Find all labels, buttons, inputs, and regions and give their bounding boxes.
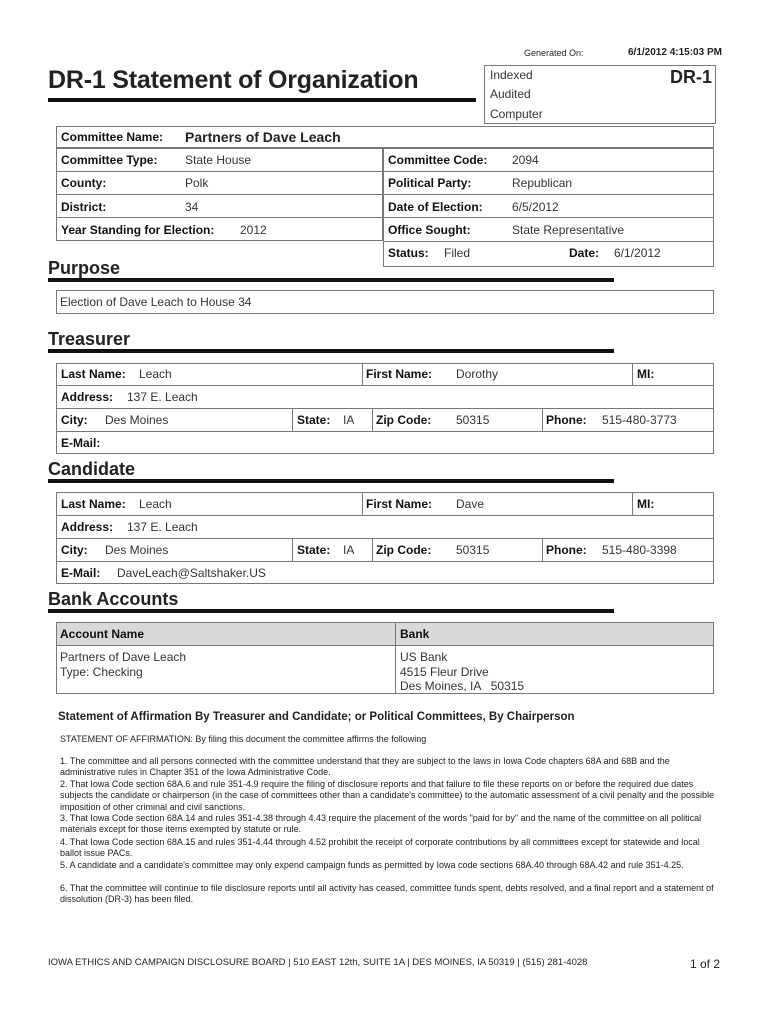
status-indexed: Indexed — [490, 68, 533, 82]
treasurer-address: 137 E. Leach — [127, 390, 198, 404]
bank-city: Des Moines, IA 50315 — [400, 679, 525, 693]
candidate-phone: 515-480-3398 — [602, 543, 677, 557]
candidate-address-label: Address: — [61, 520, 114, 534]
political-party-label: Political Party: — [388, 176, 472, 190]
affirmation-item-2: 2. That Iowa Code section 68A.6 and rule 351-4.9 require the filing of disclosure reports and that failure to file these reports on or before the required due dates subjects the candidate or chairperson (in the case of committees other than a candidate's committee) to the automatic assessment of a civil penalty and the possible imposition of other criminal and civil sanctions. — [60, 779, 715, 812]
affirmation-item-5: 5. A candidate and a candidate's committee may only expend campaign funds as permitted by Iowa code sections 68A.40 through 68A.42 and rule 351-4.25. — [60, 860, 684, 870]
office-sought-label: Office Sought: — [388, 223, 471, 237]
treasurer-address-label: Address: — [61, 390, 114, 404]
bank-underline — [48, 609, 614, 613]
committee-code: 2094 — [512, 153, 539, 167]
bank-street: 4515 Fleur Drive — [400, 665, 489, 679]
status-computer: Computer — [490, 107, 543, 121]
treasurer-heading: Treasurer — [48, 329, 131, 349]
county: Polk — [185, 176, 209, 190]
year-standing: 2012 — [240, 223, 267, 237]
treasurer-mi-label: MI: — [637, 367, 655, 381]
affirmation-heading: Statement of Affirmation By Treasurer and Candidate; or Political Committees, By Chairperson — [58, 711, 575, 723]
treasurer-phone-label: Phone: — [546, 413, 587, 427]
candidate-zip: 50315 — [456, 543, 490, 557]
generated-on-label: Generated On: — [524, 48, 584, 58]
treasurer-email-label: E-Mail: — [61, 436, 101, 450]
affirmation-item-3: 3. That Iowa Code section 68A.14 and rules 351-4.38 through 4.43 require the placement of the words "paid for by" and the name of the committee on all political materials except for those items exempted by statute or rule. — [60, 813, 702, 835]
treasurer-first-name-label: First Name: — [366, 367, 433, 381]
candidate-last-name-label: Last Name: — [61, 497, 126, 511]
bank-table-header — [57, 623, 713, 645]
treasurer-zip-label: Zip Code: — [376, 413, 432, 427]
treasurer-state: IA — [343, 413, 355, 427]
candidate-first-name: Dave — [456, 497, 485, 511]
treasurer-first-name: Dorothy — [456, 367, 499, 381]
status-audited: Audited — [490, 87, 531, 101]
committee-name: Partners of Dave Leach — [185, 129, 341, 145]
office-sought: State Representative — [512, 223, 625, 237]
candidate-underline — [48, 479, 614, 483]
bank-account-name: Partners of Dave Leach — [60, 650, 187, 664]
candidate-last-name: Leach — [139, 497, 172, 511]
committee-type-label: Committee Type: — [61, 153, 158, 167]
treasurer-city: Des Moines — [105, 413, 169, 427]
candidate-state: IA — [343, 543, 355, 557]
title-underline — [48, 98, 476, 102]
bank-name: US Bank — [400, 650, 448, 664]
treasurer-phone: 515-480-3773 — [602, 413, 677, 427]
treasurer-underline — [48, 349, 614, 353]
election-date-label: Date of Election: — [388, 200, 483, 214]
bank-col-bank: Bank — [400, 627, 430, 641]
candidate-zip-label: Zip Code: — [376, 543, 432, 557]
year-standing-label: Year Standing for Election: — [61, 223, 215, 237]
candidate-city-label: City: — [61, 543, 88, 557]
committee-name-label: Committee Name: — [61, 130, 164, 144]
candidate-email-label: E-Mail: — [61, 566, 101, 580]
affirmation-item-4: 4. That Iowa Code section 68A.15 and rules 351-4.44 through 4.52 prohibit the receipt of corporate contributions by all committees except for statewide and local ballot issue PACs. — [60, 837, 700, 859]
candidate-city: Des Moines — [105, 543, 169, 557]
bank-col-account: Account Name — [60, 627, 145, 641]
status-value: Filed — [444, 246, 471, 260]
committee-type: State House — [185, 153, 252, 167]
election-date: 6/5/2012 — [512, 200, 559, 214]
political-party: Republican — [512, 176, 573, 190]
treasurer-last-name-label: Last Name: — [61, 367, 126, 381]
purpose-text: Election of Dave Leach to House 34 — [60, 295, 252, 309]
bank-account-type: Type: Checking — [60, 665, 143, 679]
treasurer-zip: 50315 — [456, 413, 490, 427]
candidate-first-name-label: First Name: — [366, 497, 433, 511]
county-label: County: — [61, 176, 107, 190]
treasurer-city-label: City: — [61, 413, 88, 427]
candidate-address: 137 E. Leach — [127, 520, 198, 534]
date-value: 6/1/2012 — [614, 246, 661, 260]
footer-text: IOWA ETHICS AND CAMPAIGN DISCLOSURE BOARD | 510 EAST 12th, SUITE 1A | DES MOINES, IA 50319 | (515) 281-4028 — [48, 957, 588, 968]
affirmation-item-6: 6. That the committee will continue to file disclosure reports until all activity has ceased, committee funds spent, debts resolved, and a final report and a statement of dissolution (DR-3) has been filed. — [60, 883, 714, 905]
district: 34 — [185, 200, 199, 214]
candidate-mi-label: MI: — [637, 497, 655, 511]
district-label: District: — [61, 200, 107, 214]
purpose-heading: Purpose — [48, 258, 121, 278]
affirmation-item-1: 1. The committee and all persons connected with the committee understand that they are subject to the laws in Iowa Code chapters 68A and 68B and the administrative rules in Chapter 351 of the Iowa Administrative Code. — [60, 756, 670, 778]
treasurer-last-name: Leach — [139, 367, 172, 381]
date-label: Date: — [569, 246, 600, 260]
treasurer-state-label: State: — [297, 413, 331, 427]
page-title: DR-1 Statement of Organization — [48, 66, 419, 94]
candidate-heading: Candidate — [48, 459, 136, 479]
status-label: Status: — [388, 246, 429, 260]
candidate-email: DaveLeach@Saltshaker.US — [117, 566, 266, 580]
generated-on-value: 6/1/2012 4:15:03 PM — [628, 47, 722, 58]
bank-heading: Bank Accounts — [48, 589, 179, 609]
affirmation-intro: STATEMENT OF AFFIRMATION: By filing this document the committee affirms the following — [60, 734, 427, 744]
purpose-underline — [48, 278, 614, 282]
page-number: 1 of 2 — [690, 957, 721, 971]
candidate-phone-label: Phone: — [546, 543, 587, 557]
form-code: DR-1 — [670, 67, 713, 87]
candidate-state-label: State: — [297, 543, 331, 557]
committee-code-label: Committee Code: — [388, 153, 488, 167]
